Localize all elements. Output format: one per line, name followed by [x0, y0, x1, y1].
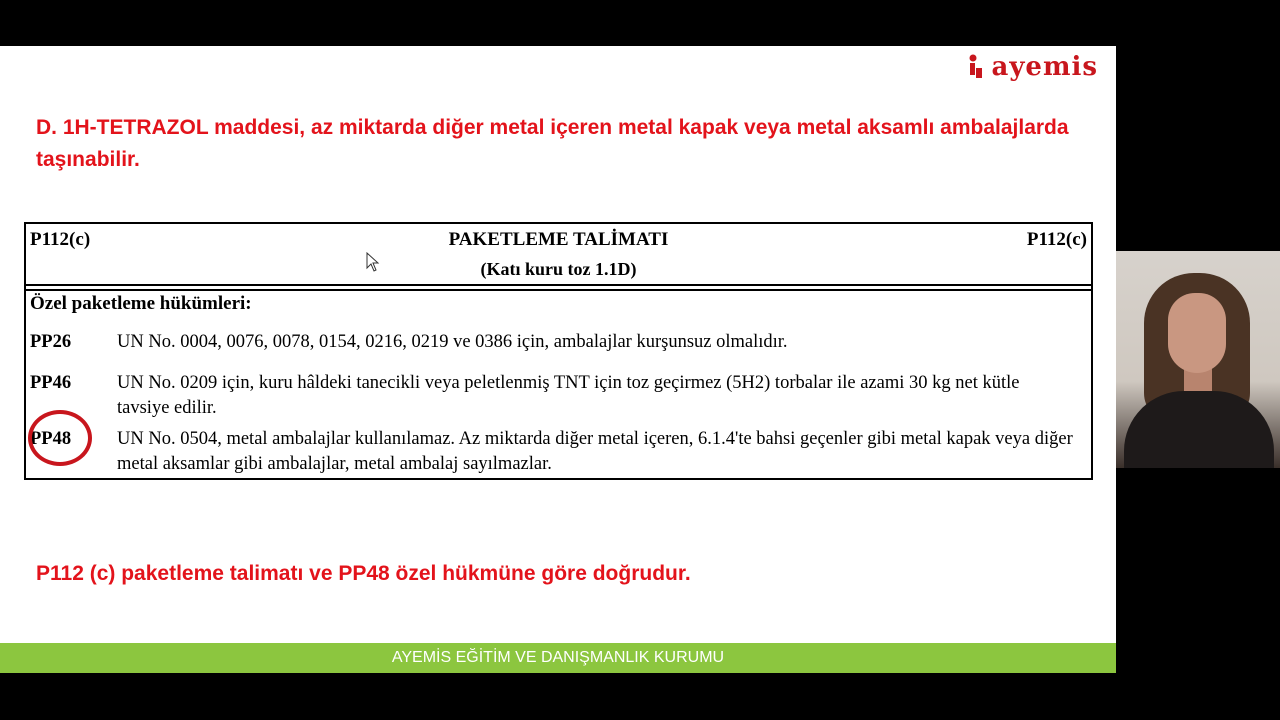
question-text: D. 1H-TETRAZOL maddesi, az miktarda diğer metal içeren metal kapak veya metal aksamlı ambalajlarda taşınabilir. — [36, 116, 1069, 171]
provision-code: PP46 — [30, 373, 72, 393]
answer-text: P112 (c) paketleme talimatı ve PP48 özel hükmüne göre doğrudur. — [36, 562, 691, 585]
provision-row — [30, 330, 1073, 355]
logo-mark-icon — [967, 54, 985, 80]
provision-text: UN No. 0004, 0076, 0078, 0154, 0216, 0219 ve 0386 için, ambalajlar kurşunsuz olmalıdır. — [117, 332, 788, 352]
instruction-code-left: P112(c) — [30, 229, 91, 250]
provision-code-text: PP48 — [30, 429, 72, 449]
provision-code: PP26 — [30, 332, 72, 352]
presenter-webcam — [1116, 251, 1280, 468]
packing-instruction-table — [24, 222, 1093, 480]
provisions-heading: Özel paketleme hükümleri: — [30, 293, 252, 314]
header-divider — [26, 286, 1091, 291]
footer-bar: AYEMİS EĞİTİM VE DANIŞMANLIK KURUMU — [0, 643, 1116, 673]
table-title: PAKETLEME TALİMATI — [448, 229, 669, 250]
logo-text: ayemis — [991, 52, 1098, 82]
provision-row — [30, 427, 1073, 477]
instruction-code-right: P112(c) — [1026, 229, 1087, 250]
provision-text: UN No. 0209 için, kuru hâldeki tanecikli veya peletlenmiş TNT için toz geçirmez (5H2) torbalar ile azami 30 kg net kütle tavsiye edilir. — [117, 373, 1020, 418]
provision-code — [30, 427, 117, 477]
mouse-pointer-icon — [366, 252, 380, 272]
presenter-face — [1168, 293, 1226, 373]
provision-row — [30, 371, 1073, 421]
slide — [0, 46, 1116, 673]
table-subtitle: (Katı kuru toz 1.1D) — [480, 259, 637, 279]
table-header — [26, 224, 1091, 286]
presenter-body — [1124, 391, 1274, 468]
company-logo — [967, 52, 1098, 82]
provision-text: UN No. 0504, metal ambalajlar kullanılamaz. Az miktarda diğer metal içeren, 6.1.4'te bahsi geçenler gibi metal kapak veya diğer metal aksamlar gibi ambalajlar, metal ambalaj sayılmazlar. — [117, 429, 1073, 474]
red-circle-highlight — [28, 410, 92, 466]
